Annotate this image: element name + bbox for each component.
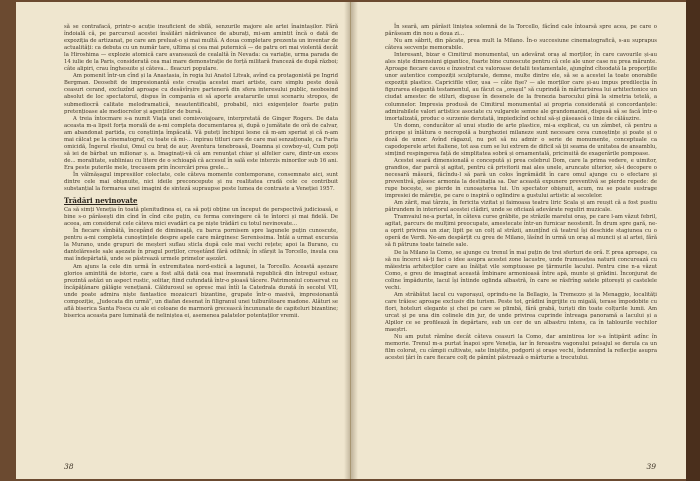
paragraph: Acestei seară dimensională e concepută și prea celebrul Dom, care la prima vedere, e uimitor, grandios, dar parcă și agitat, pentru că privitorii mai ales unele, aruncate ulterior, să-i decopere o necesară măsură, făcîndu-l să pară un colos îngrămădit în care omul ajunge cu o efectare și preventivă, găsesc armonia la destinația sa. Dar această expunere preventivă se pierde repede: de rupe bocește, se pierde in cunoașterea lui. Un spectator obișnuit, acum, nu se poate sustrage impresiei de măreție, pe care o inspiră o oglindire a gustului artistic al secolelor. [385, 157, 657, 200]
paragraph: Nu am putut rămîne decât câteva ceasuri la Como, dar amintirea lor s-a întipărit adînc în memorie. Trenul m-a purtat înapoi spre Veneția, iar în fereastra vagonului peisajul se derula ca un film colorat, cu câmpii cultivate, sate liniștite, podgorii și orașe vechi, îndemnînd la reflecție asupra acestei țări în care fiecare colț de pămînt păstrează o mărturie a trecutului. [385, 334, 657, 362]
paragraph: Un domn, conducător al unui studio de arte plastice, mi-a explicat, cu un zâmbet, că pentru a pricepe și înlătura o necropolă a burgheziei milaneze sunt necesare ceva cunoștințe și poate și o doză de umor. Avînd răgazul, nu pot să nu admir o serie de monumente, conceptuale ca capodoperele artei italiene, tot asa cum se lui extrem de dificil să ții seama de unitatea de ansamblu, simțind respingerea față de simplitatea sobră și ornamentală, pricinuită de exagerările pompoase. [385, 122, 657, 157]
paragraph: În vălmășagul impresiilor colectate, cele câteva momente contemporane, consemnate aici, sunt dintre cele mai obișnuite, nici ideile preconcepute și nu realitatea crudă cele ce contribuit substanțial la formarea unei imagini de sinteză supraupse peste lumea de contraste a Veneției 1957. [64, 171, 338, 193]
paragraph: Interesant, bizar e Cimitirul monumental, un adevărat oraș al morților, în care cavourile și-au ales niște dimensiuni gigantice, foarte bine cunoscute pentru că cele ale unor case nu prea mărunte. Aproape fiecare cavou e înzestrat cu valoroase detalii testamentale, ajungînd cîteodată la proporțiile unor autentice compoziții sculpturale, demne, multe dintre ele, să se a acestei la toate onorabile expoziții plastice. Capricifile vilor, usa — câte fișe? — ale morților care și-au impus predilecția în figurarea elegantă testamentul, au făcut ca „orașul” să cuprindă în mărturisirea lui arhitectonice un ciudat amestec de stiluri, dispuse în desenele de la frenezia barocului pînă la simetria tetelă, a columnelor. Impresia produsă de Cimitirul monumental ai propria considerată și concordanțele: admirabilele valori artistice asociate cu vulgarele semne ale grandomaniei, dispusă să se facă într-o imortalizată, produc o surzenie derutată, impiedicînd ochiul să-și găsească o linie de călăuzire. [385, 52, 657, 122]
page-number: 39 [646, 462, 656, 471]
paragraph: În fiecare sîmbătă, începând de dimineață, cu barca pornisem spre lagunele puțin cunoscute, pentru a-mi completa cunoștințele despre apele care mărginesc Serenissima. Întâi a urmat excursia la Murano, unde grupuri de meșteri suflau sticla după cele mai vechi rețete; apoi la Burano, cu dantelăresele sale așezate în pragul porților, croșetând fără odihnă; în sfârșit la Torcello, insula cea mai îndepărtată, unde se păstrează urmele primelor așezări. [64, 228, 338, 263]
paragraph: Am străbătut lacul cu vaporașul, oprindu-ne la Bellagio, la Tremezzo și la Menaggio, localități care trăiesc aproape exclusiv din turism. Peste tot, grădini îngrijite cu migală, terase împodobite cu flori, hoteluri elegante și chei pe care se plimbă, fără grabă, turiști din toate colțurile lumii. Am urcat și pe una din colinele din jur, de unde privirea cuprinde întreaga panoramă a lacului și a Alpilor ce se profilează în depărtare, sub un cer de un albastru intens, ca în tablourile vechilor maeștri. [385, 291, 657, 334]
right-page [351, 2, 686, 479]
paragraph: Am zărit, mai târziu, în fericita vizitat și faimoasa teatru liric Scala și am reușit că a fost pustiu pătrundem în interiorul acestei clădiri, unde se oficiază adevărate reguliri muzicale. [385, 200, 657, 214]
paragraph: De la Milano la Como, se ajunge cu trenul în mai puțin de trei sferturi de oră. E prea aproape, ca să nu încerci să-ți faci o idee asupra acestei zone lacustre, unde frumusețea naturii concurează cu măiestria arhitecților care au înălțat vile somptuoase pe țărmurile lacului. Pentru cine n-a văzut Como, e greu de imaginat această îmbinare armonioasă între apă, munte și grădini. Înconjurat de coline împădurite, lacul își întinde oglinda albastră, în care se răsfrîng satele pitorești și castelele vechi. [385, 249, 657, 291]
right-page-text [385, 24, 657, 362]
paragraph: Am ajuns la cele din urmă în extremitatea nord-estică a lagunei, la Torcello. Această așezare glorios amintită de istorie, care a fost altă dată cea mai însemnată republică din întregul estuar, prezintă astăzi un aspect rustic, solitar, fiind cufundată într-o pioasă tăcere. Patrimoniul conservat cu încăpățânare gălăgie venețiană. Căldurosul se opresc mai întîi la Catedrala durată în secolul VII, unde poate admira niște fantastice mozaicuri bizantine, grupate într-o masivă, impresionantă compoziție, „Judecata din urmă”, un diafan desenat în filigranul unei tulburătoare madone. Alături se află biserica Santa Fosca cu ale ei coloane de marmoră grecească încununate de capiteluri bizantine; biserica aceasta pare luminată de neliniștea ei, asemenea palatelor potentaților vremii. [64, 263, 338, 319]
book-cover-edge [686, 0, 700, 481]
paragraph: Tramvaiul ne-a purtat, în câteva curse grăbite, pe străzile marelui oraș, pe care l-am văzut febril, agitat, parcurs de mulțimi preocupate, amestecate într-un furnicar neostenit. În drum spre gară, ne-a oprit privirea un ziar, lipit pe un colț al străzii, anunțînd că teatrul își deschide stagiunea cu o operă de Verdi. Ne-am despărțit cu greu de Milano, lăsînd în urmă un oraș al muncii și al artei, fără să fi pătruns toate tainele sale. [385, 214, 657, 249]
left-page-text [64, 24, 338, 320]
paragraph: Am pomenit într-un cînd și la Anastasia, în regia lui Anatol Litvak, avînd ca protagonistă pe Ingrid Bergman. Deosebit de impresionantă este creația acestei mari artiste, care simplu peste două ceasuri cerand, excluzînd aproape cu desăvîrșire parteneră din sfera interesului public, neobosind absolut de loc spectatorul, dispus în compania ei să aporte avatarurile unui scenariu stropos, de submediocră calitate melodramatică, neautentificabil, probabil, nici exigențelor foarte puțin pretențioase ale mediocrelor și agențiilor de bursă. [64, 73, 338, 115]
left-page [16, 2, 351, 479]
paragraph: Ca să simți Veneția în toată plenitudinea ei, ca să poți obține un început de perspectivă judicioasă, e bine s-o părăsești din cînd în cînd cite puțin, cu ferma convingere că te întorci și mai fidelă. De aceea, am considerat cele câteva mici evadări ca pe niște trădări cu totul nevinovate... [64, 207, 338, 228]
page-number: 38 [64, 462, 74, 471]
paragraph: Nu am sâbrit, din păcate, prea mult la Milano. În-o succesiune cinematografică, s-au suprapus câteva secvențe memorabile. [385, 38, 657, 52]
paragraph: să se contrafacă, printr-o acuție insuficient de sbilă, senzurile majore ale artei înaintașilor. Fără îndoială că, pe parcursul acestei însăilări nădrăvance de aburați, mi-am amintit încă o dată de expoziția de artizanat, pe care am preluat-o și mai multă. A doua completare prezenta un inventar de actualități: ca debuta cu un număr tare, ultima și cea mai puternică — de patru ori mai violentă decât la Hiroshima — explozie atomică care avansează de cealaltă în Nevada: ca variație, urma parada de 14 iulie de la Paris, considerată cea mai mare demonstrație de forță militară franceză de după război; câte alipiri, crau înghesuite și câteva... fleacuri populare. [64, 24, 339, 73]
paragraph: A treia întocmare s-a numit Viața unei comisvoiajoare, interpretată de Ginger Rogers. De data aceasta m-a lipsit forța morală de a-mi completa documentarea și, după o jumătate de oră de calvar, am abandonat partida, cu conștiința împăcată. Vă puteți închipui lesne că m-am speriat și că n-am mai călcat pe la cinematograf, cu toate că mi-... inpirau titluri care de care mai senzaționale, ca Furia omicidă, Îngerul rîsului, Omul cu braț de aur, Aventura tenebroasă, Doamna și cowboy-ul, Cum poți să iei de bărbat un milionar ș. a. Imaginați-vă că am renunțat chiar și alfelier care, dintr-un exces de... moralitate, subliniau cu litere de o schioapă că accesul în sală este interzis minorilor sub 16 ani. Era peste puterile mele, trecusem prin încercări prea grele... [64, 115, 338, 171]
book-gutter [344, 2, 358, 479]
section-heading: Trădări nevinovate [64, 196, 138, 206]
paragraph: În seară, am părăsit liniștea solemnă de la Torcello, făcînd cale întoarsă spre acea, pe care o părăseam din nou a doua zi... [385, 24, 657, 38]
